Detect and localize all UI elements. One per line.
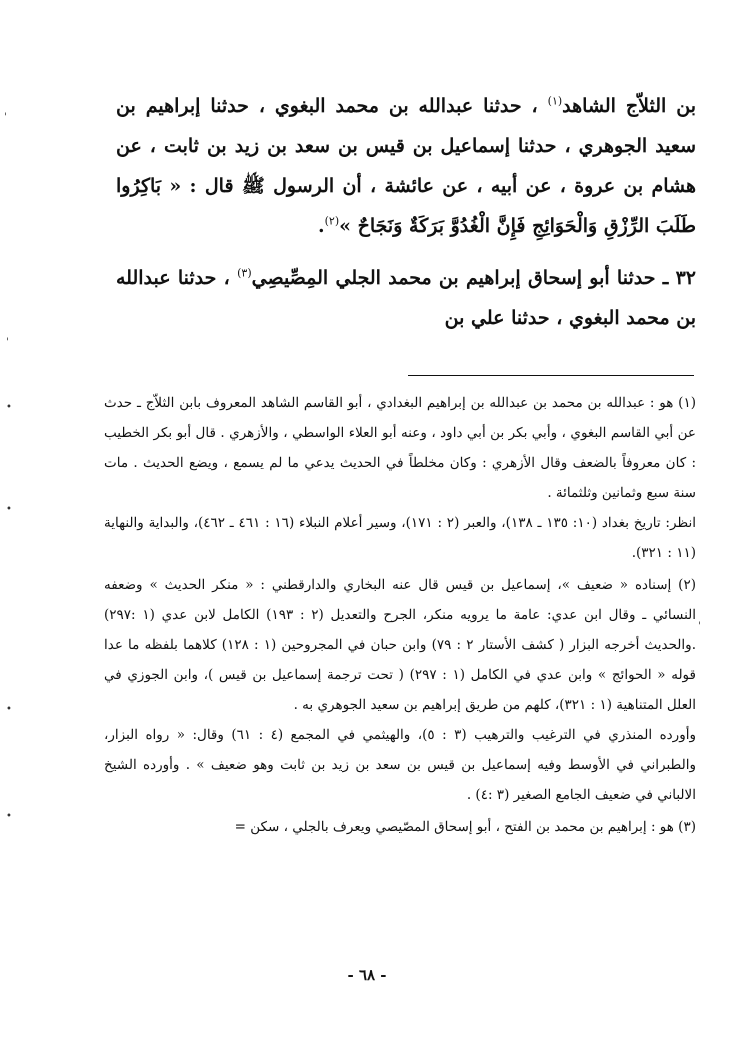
margin-mark: ' [6, 337, 9, 348]
footnotes [104, 388, 696, 842]
footnote-1: (١) هو : عبدالله بن محمد بن عبدالله بن إبراهيم البغدادي ، أبو القاسم الشاهد المعروف بابن الثلاّج ـ حدث عن أبي القاسم البغوي ، وأبي بكر بن أبي داود ، وعنه أبو العلاء الواسطي ، والأزهري . قال أبو بكر الخطيب : كان معروفاً بالضعف وقال الأزهري : وكان مخلطاً في الحديث يدعي ما لم يسمع ، ويضع الحديث . مات سنة سبع وثمانين وثلثمائة . [104, 395, 696, 501]
margin-mark: ' [4, 112, 7, 123]
margin-mark: ' [698, 621, 701, 632]
main-text-segment: ، حدثنا عبدالله بن محمد البغوي ، حدثنا إبراهيم بن سعيد الجوهري ، حدثنا إسماعيل بن قيس بن سعد بن زيد بن ثابت ، عن هشام بن عروة ، عن أبيه ، عن عائشة ، أن الرسول ﷺ قال : « بَاكِرُوا طَلَبَ الرِّزْقِ وَالْحَوَائِجِ فَإِنَّ الْغُدُوَّ بَرَكَةٌ وَنَجَاحٌ » [116, 95, 696, 237]
margin-mark: • [6, 504, 12, 515]
footnote-ref-2: (٢) [324, 214, 340, 228]
main-text-segment: بن الثلاّج الشاهد [562, 95, 696, 117]
main-text-segment: ، حدثنا عبدالله بن محمد البغوي ، حدثنا علي بن [116, 267, 696, 329]
margin-mark: • [6, 811, 12, 822]
footnote-separator [408, 375, 694, 376]
footnote-ref-1: (١) [547, 94, 563, 108]
footnote-ref-3: (٣) [237, 266, 252, 280]
margin-mark: • [6, 704, 12, 715]
margin-mark: • [6, 402, 12, 413]
page-number: - ٦٨ - [347, 966, 387, 984]
footnote-1-sources: انظر: تاريخ بغداد (١٠: ١٣٥ ـ ١٣٨)، والعبر (٢ : ١٧١)، وسير أعلام النبلاء (١٦ : ٤٦١ ـ ٤٦٢)، والبداية والنهاية (١١ : ٣٢١). [104, 515, 696, 561]
main-text-segment: ٣٢ ـ حدثنا أبو إسحاق إبراهيم بن محمد الجلي المِصِّيصِي [251, 267, 697, 289]
main-paragraph-2 [116, 258, 696, 338]
footnote-2: (٢) إسناده « ضعيف »، إسماعيل بن قيس قال عنه البخاري والدارقطني : « منكر الحديث » وضعفه النسائي ـ وقال ابن عدي: عامة ما يرويه منكر، الجرح والتعديل (٢ : ١٩٣) الكامل لابن عدي (١ :٢٩٧) .والحديث أخرجه البزار ( كشف الأستار ٢ : ٧٩) وابن حبان في المجروحين (١ : ١٢٨) كلاهما بلفظه ما عدا قوله « الحوائج » وابن عدي في الكامل (١ : ٢٩٧) ( تحت ترجمة إسماعيل بن قيس )، وابن الجوزي في العلل المتناهية (١ : ٣٢١)، كلهم من طريق إبراهيم بن سعيد الجوهري به . [104, 577, 697, 713]
main-paragraph-1 [116, 86, 696, 246]
main-text-segment: . [317, 215, 325, 237]
footnote-2-continuation: وأورده المنذري في الترغيب والترهيب (٣ : ٥)، والهيثمي في المجمع (٤ : ٦١) وقال: « رواه البزار، والطبراني في الأوسط وفيه إسماعيل بن قيس بن سعد بن زيد بن ثابت وهو ضعيف » . وأورده الشيخ الالباني في ضعيف الجامع الصغير (٣ :٤) . [104, 727, 696, 803]
main-text [116, 86, 696, 338]
footnote-3: (٣) هو : إبراهيم بن محمد بن الفتح ، أبو إسحاق المصّيصي ويعرف بالجلي ، سكن = [234, 819, 696, 835]
